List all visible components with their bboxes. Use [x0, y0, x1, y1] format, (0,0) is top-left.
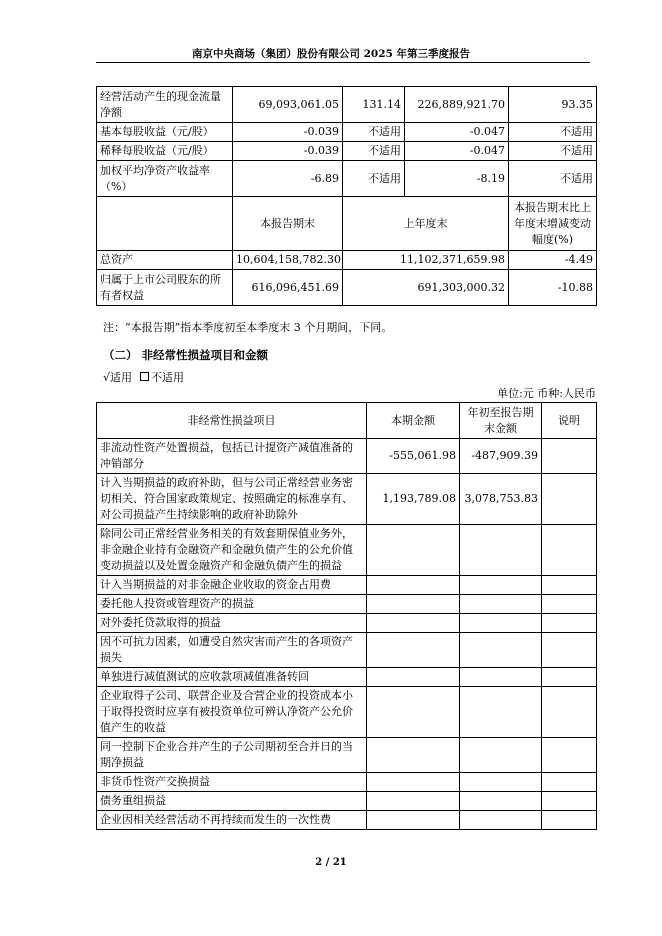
checkbox-icon	[140, 372, 149, 381]
col-header-note: 说明	[542, 403, 597, 439]
table-header-row	[97, 403, 597, 439]
cell-value: 131.14	[343, 87, 405, 123]
cell-value: -0.047	[405, 123, 509, 142]
cell-value	[460, 738, 542, 773]
cell-value: -0.039	[233, 142, 343, 161]
unit-label: 单位:元 币种:人民币	[497, 387, 596, 400]
cell-value: 1,193,789.08	[367, 474, 460, 525]
cell-value	[460, 792, 542, 811]
cell-value	[367, 633, 460, 668]
cell-value: 不适用	[343, 142, 405, 161]
table-row	[97, 687, 597, 738]
row-label: 企业取得子公司、联营企业及合营企业的投资成本小于取得投资时应享有被投资单位可辨认净资产公允价值产生的收益	[97, 687, 367, 738]
row-label: 稀释每股收益（元/股）	[97, 142, 233, 161]
cell-value	[542, 792, 597, 811]
cell-value: 不适用	[343, 123, 405, 142]
cell-value	[460, 595, 542, 614]
row-label: 加权平均净资产收益率（%）	[97, 161, 233, 197]
cell-value	[542, 595, 597, 614]
applicability-options	[103, 369, 184, 385]
cell-value: -6.89	[233, 161, 343, 197]
cell-value	[542, 525, 597, 576]
cell-value	[460, 668, 542, 687]
cell-value: 不适用	[343, 161, 405, 197]
row-label: 企业因相关经营活动不再持续而发生的一次性费	[97, 811, 367, 830]
col-header-current: 本期金额	[367, 403, 460, 439]
table-row	[97, 439, 597, 474]
cell-value	[542, 738, 597, 773]
row-label: 计入当期损益的对非金融企业收取的资金占用费	[97, 576, 367, 595]
cell-value	[542, 633, 597, 668]
cell-value: -555,061.98	[367, 439, 460, 474]
cell-value	[542, 811, 597, 830]
cell-value: 69,093,061.05	[233, 87, 343, 123]
cell-value	[542, 614, 597, 633]
section-title: （二） 非经常性损益项目和金额	[103, 348, 269, 362]
row-label: 经营活动产生的现金流量净额	[97, 87, 233, 123]
row-label: 非流动性资产处置损益，包括已计提资产减值准备的冲销部分	[97, 439, 367, 474]
cell-value	[460, 773, 542, 792]
page-header-title: 南京中央商场（集团）股份有限公司 2025 年第三季度报告	[191, 48, 471, 60]
table-row	[97, 811, 597, 830]
applies-option: √适用	[103, 371, 133, 384]
row-label: 单独进行减值测试的应收款项减值准备转回	[97, 668, 367, 687]
row-label: 因不可抗力因素，如遭受自然灾害而产生的各项资产损失	[97, 633, 367, 668]
table-row	[97, 576, 597, 595]
header-divider	[96, 62, 590, 63]
row-label: 委托他人投资或管理资产的损益	[97, 595, 367, 614]
cell-value: -8.19	[405, 161, 509, 197]
non-recurring-items-table	[96, 402, 597, 830]
table-row	[97, 792, 597, 811]
col-header-period-end: 本报告期末	[233, 197, 343, 251]
cell-value: 226,889,921.70	[405, 87, 509, 123]
table-row	[97, 633, 597, 668]
row-label: 对外委托贷款取得的损益	[97, 614, 367, 633]
cell-value	[367, 773, 460, 792]
cell-value	[542, 773, 597, 792]
cell-value: -4.49	[509, 251, 597, 270]
page-number: 2 / 21	[315, 857, 347, 868]
not-applies-option: 不适用	[151, 371, 185, 384]
row-label: 总资产	[97, 251, 233, 270]
table-row	[97, 474, 597, 525]
cell-value	[460, 811, 542, 830]
cell-value	[460, 687, 542, 738]
table-row	[97, 251, 597, 270]
cell-value	[542, 576, 597, 595]
cell-value	[542, 687, 597, 738]
row-label: 基本每股收益（元/股）	[97, 123, 233, 142]
cell-value: 93.35	[509, 87, 597, 123]
table-row	[97, 142, 597, 161]
table-row	[97, 87, 597, 123]
cell-value	[460, 525, 542, 576]
col-header-ytd: 年初至报告期末金额	[460, 403, 542, 439]
cell-value	[367, 525, 460, 576]
table-row	[97, 161, 597, 197]
cell-value	[367, 738, 460, 773]
cell-value: 616,096,451.69	[233, 270, 343, 306]
cell-value: 11,102,371,659.98	[343, 251, 509, 270]
cell-value: 10,604,158,782.30	[233, 251, 343, 270]
table-body	[97, 439, 597, 830]
table-row	[97, 525, 597, 576]
cell-value	[367, 811, 460, 830]
row-label: 归属于上市公司股东的所有者权益	[97, 270, 233, 306]
cell-value	[367, 614, 460, 633]
cell-value	[367, 595, 460, 614]
cell-value: 不适用	[509, 142, 597, 161]
table-row	[97, 668, 597, 687]
cell-value: -0.039	[233, 123, 343, 142]
cell-value	[367, 668, 460, 687]
row-label: 计入当期损益的政府补助，但与公司正常经营业务密切相关、符合国家政策规定、按照确定的标准享有、对公司损益产生持续影响的政府补助除外	[97, 474, 367, 525]
table-row	[97, 123, 597, 142]
row-label: 除同公司正常经营业务相关的有效套期保值业务外，非金融企业持有金融资产和金融负债产生的公允价值变动损益以及处置金融资产和金融负债产生的损益	[97, 525, 367, 576]
cell-value: 不适用	[509, 123, 597, 142]
cell-value	[542, 474, 597, 525]
cell-value: 691,303,000.32	[343, 270, 509, 306]
row-label: 债务重组损益	[97, 792, 367, 811]
cell-value: 3,078,753.83	[460, 474, 542, 525]
table-row	[97, 614, 597, 633]
cell-value	[367, 687, 460, 738]
table-subheader-row	[97, 197, 597, 251]
footnote: 注：“本报告期”指本季度初至本季度末 3 个月期间，下同。	[103, 321, 393, 334]
col-header-change-pct: 本报告期末比上年度末增减变动幅度(%)	[509, 197, 597, 251]
col-header-item: 非经常性损益项目	[97, 403, 367, 439]
row-label: 非货币性资产交换损益	[97, 773, 367, 792]
cell-value	[367, 576, 460, 595]
cell-value: -487,909.39	[460, 439, 542, 474]
cell-value	[542, 668, 597, 687]
row-label: 同一控制下企业合并产生的子公司期初至合并日的当期净损益	[97, 738, 367, 773]
table-row	[97, 595, 597, 614]
cell-value	[367, 792, 460, 811]
col-header-prior-year-end: 上年度末	[343, 197, 509, 251]
table-row	[97, 773, 597, 792]
cell-value	[542, 439, 597, 474]
cell-value: -0.047	[405, 142, 509, 161]
key-financials-table	[96, 86, 597, 306]
table-row	[97, 738, 597, 773]
cell-value	[460, 576, 542, 595]
table-row	[97, 270, 597, 306]
cell-value: -10.88	[509, 270, 597, 306]
cell-value	[460, 633, 542, 668]
cell-value: 不适用	[509, 161, 597, 197]
cell-value	[460, 614, 542, 633]
